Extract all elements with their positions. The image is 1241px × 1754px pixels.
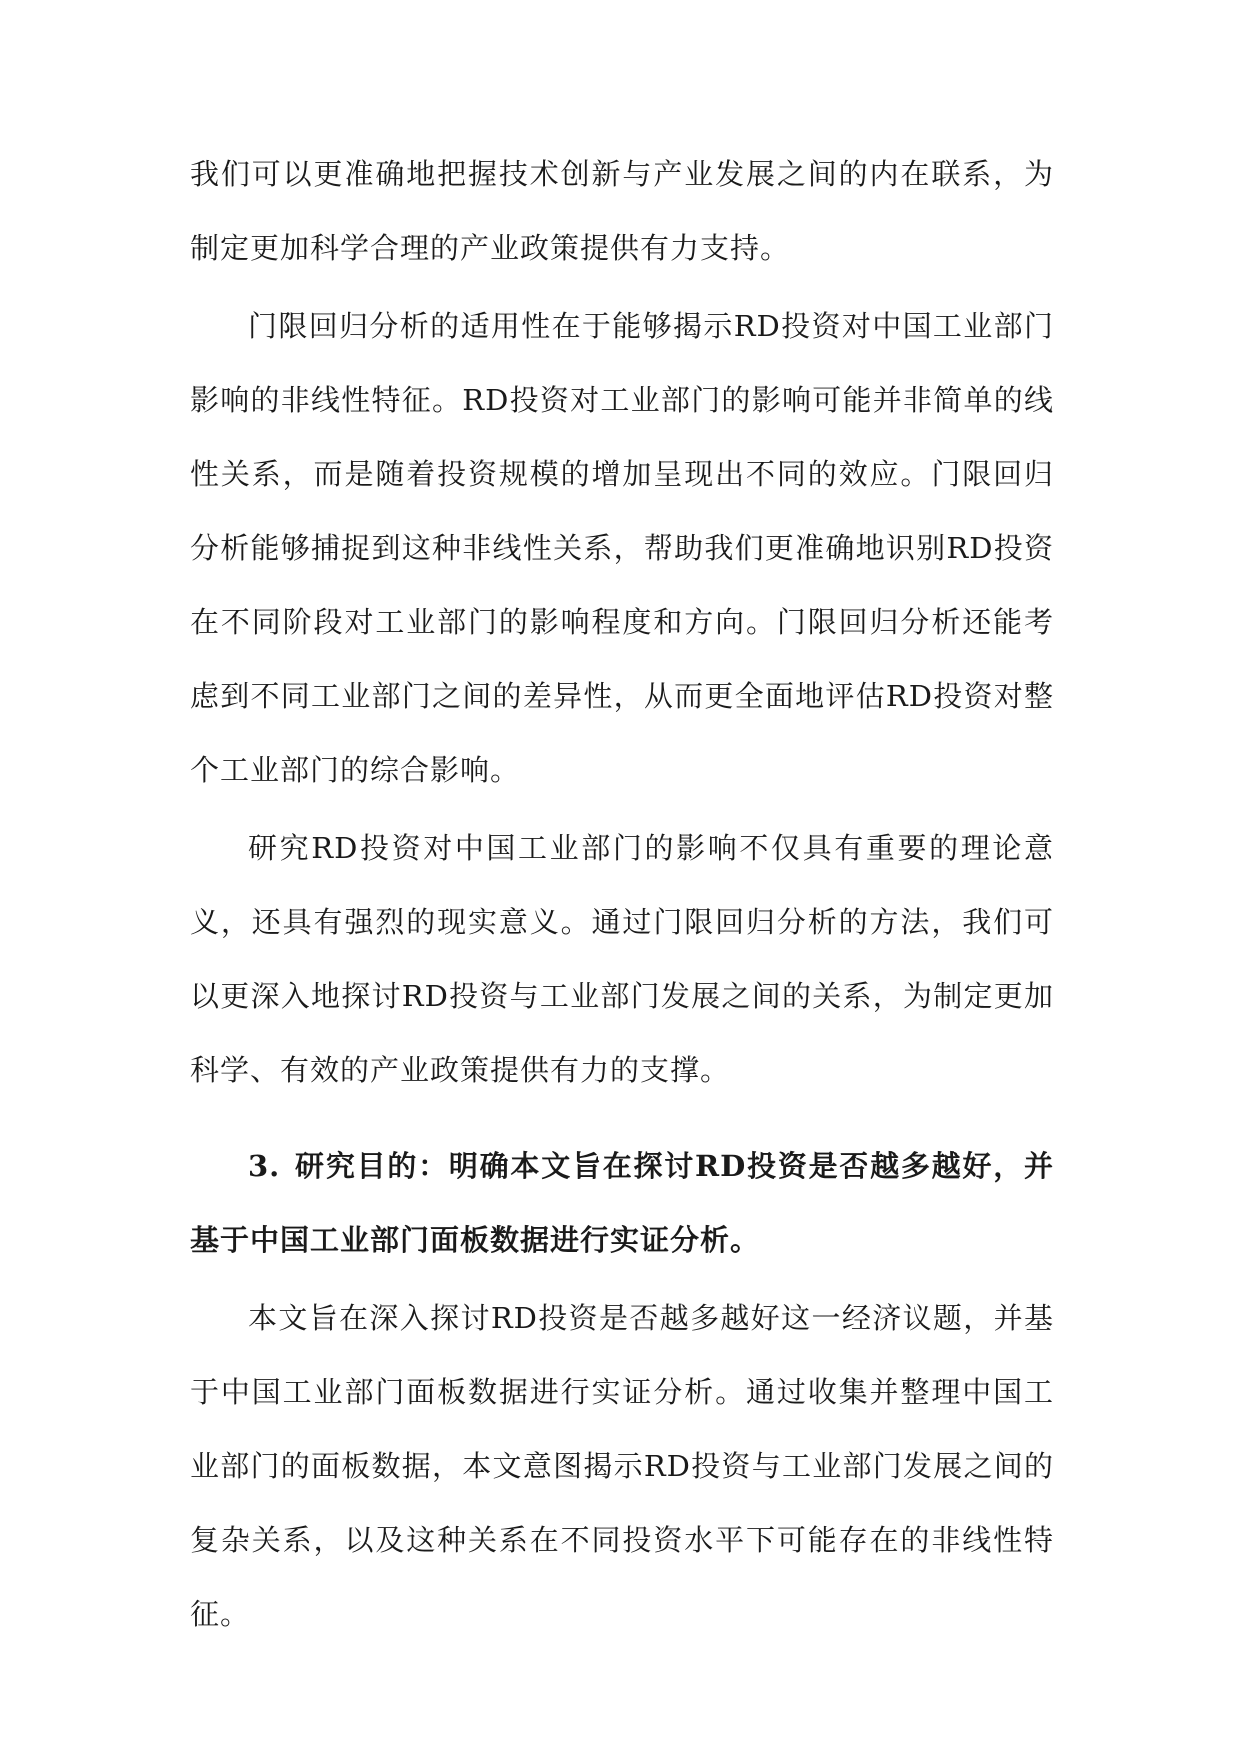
section-number: 3. (248, 1149, 281, 1183)
paragraph-research-significance: 研究RD投资对中国工业部门的影响不仅具有重要的理论意义，还具有强烈的现实意义。通过门限回归分析的方法，我们可以更深入地探讨RD投资与工业部门发展之间的关系，为制定更加科学、有效的产业政策提供有力的支撑。 (190, 831, 1054, 1087)
section-heading (190, 1129, 1054, 1277)
section-heading-text: 研究目的：明确本文旨在探讨RD投资是否越多越好，并基于中国工业部门面板数据进行实证分析。 (190, 1149, 1054, 1257)
paragraph-threshold-regression: 门限回归分析的适用性在于能够揭示RD投资对中国工业部门影响的非线性特征。RD投资对工业部门的影响可能并非简单的线性关系，而是随着投资规模的增加呈现出不同的效应。门限回归分析能够捕捉到这种非线性关系，帮助我们更准确地识别RD投资在不同阶段对工业部门的影响程度和方向。门限回归分析还能考虑到不同工业部门之间的差异性，从而更全面地评估RD投资对整个工业部门的综合影响。 (190, 309, 1054, 787)
document-page (190, 137, 1054, 1655)
paragraph-research-purpose: 本文旨在深入探讨RD投资是否越多越好这一经济议题，并基于中国工业部门面板数据进行实证分析。通过收集并整理中国工业部门的面板数据，本文意图揭示RD投资与工业部门发展之间的复杂关系，以及这种关系在不同投资水平下可能存在的非线性特征。 (190, 1301, 1054, 1631)
paragraph-continued: 我们可以更准确地把握技术创新与产业发展之间的内在联系，为制定更加科学合理的产业政策提供有力支持。 (190, 157, 1054, 265)
